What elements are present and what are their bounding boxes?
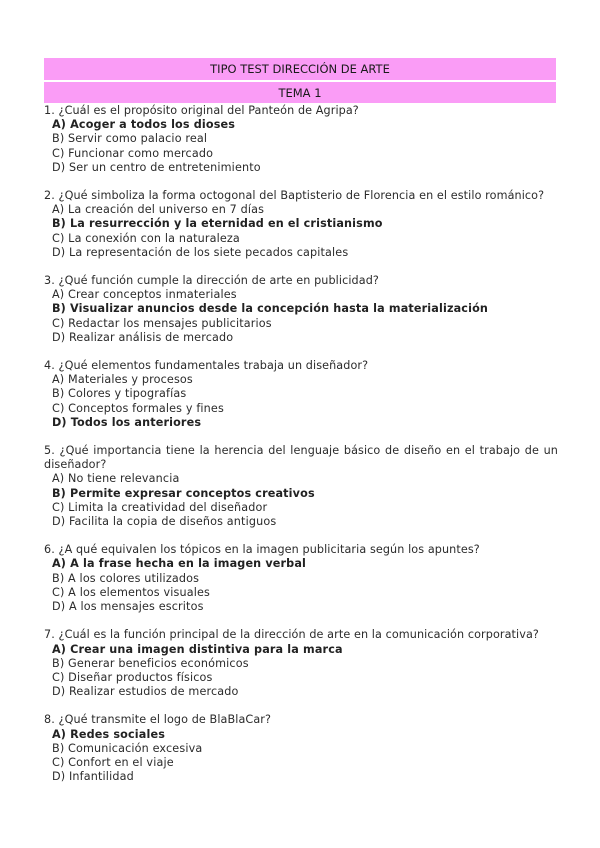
question-text: 3. ¿Qué función cumple la dirección de arte en publicidad? (44, 274, 379, 288)
answer-option: A) No tiene relevancia (52, 472, 180, 486)
answer-option: D) Realizar análisis de mercado (52, 330, 234, 344)
question-list (44, 104, 558, 798)
answer-option: D) Realizar estudios de mercado (52, 685, 239, 699)
answer-option: B) Servir como palacio real (52, 132, 208, 146)
document-title: TIPO TEST DIRECCIÓN DE ARTE (44, 58, 556, 80)
answer-option: D) Facilita la copia de diseños antiguos (52, 515, 277, 529)
answer-option: B) Comunicación excesiva (52, 741, 203, 755)
answer-option: A) Crear conceptos inmateriales (52, 288, 237, 302)
answer-option-correct: D) Todos los anteriores (52, 415, 202, 429)
answer-option: B) A los colores utilizados (52, 571, 200, 585)
answer-option: D) A los mensajes escritos (52, 600, 204, 614)
answer-option-correct: B) La resurrección y la eternidad en el cristianismo (52, 217, 383, 231)
answer-option: A) La creación del universo en 7 días (52, 203, 265, 217)
answer-option: C) La conexión con la naturaleza (52, 231, 240, 245)
answer-option: C) Conceptos formales y fines (52, 401, 224, 415)
answer-option: B) Generar beneficios económicos (52, 656, 249, 670)
answer-option-correct: A) A la frase hecha en la imagen verbal (52, 557, 307, 571)
question-text: 4. ¿Qué elementos fundamentales trabaja un diseñador? (44, 359, 369, 373)
answer-option: B) Colores y tipografías (52, 387, 187, 401)
question-7 (44, 628, 558, 699)
question-6 (44, 543, 558, 614)
question-text: 5. ¿Qué importancia tiene la herencia del lenguaje básico de diseño en el trabajo de un diseñador? (44, 444, 558, 472)
answer-option: C) A los elementos visuales (52, 585, 211, 599)
answer-option: C) Confort en el viaje (52, 755, 174, 769)
answer-option: C) Diseñar productos físicos (52, 670, 213, 684)
question-1 (44, 104, 558, 175)
question-2 (44, 189, 558, 260)
answer-option: C) Funcionar como mercado (52, 146, 214, 160)
answer-option-correct: B) Visualizar anuncios desde la concepción hasta la materialización (52, 302, 489, 316)
section-title: TEMA 1 (44, 82, 556, 103)
answer-option: D) Ser un centro de entretenimiento (52, 160, 261, 174)
answer-option: C) Limita la creatividad del diseñador (52, 500, 268, 514)
question-text: 6. ¿A qué equivalen los tópicos en la imagen publicitaria según los apuntes? (44, 543, 480, 557)
question-text: 2. ¿Qué simboliza la forma octogonal del Baptisterio de Florencia en el estilo románico? (44, 189, 545, 203)
answer-option: A) Materiales y procesos (52, 373, 193, 387)
question-8 (44, 713, 558, 784)
answer-option-correct: B) Permite expresar conceptos creativos (52, 486, 315, 500)
answer-option-correct: A) Crear una imagen distintiva para la marca (52, 642, 343, 656)
question-text: 7. ¿Cuál es la función principal de la dirección de arte en la comunicación corporativa? (44, 628, 539, 642)
answer-option-correct: A) Redes sociales (52, 727, 166, 741)
answer-option: D) Infantilidad (52, 770, 134, 784)
question-5 (44, 444, 558, 529)
answer-option-correct: A) Acoger a todos los dioses (52, 118, 236, 132)
question-text: 8. ¿Qué transmite el logo de BlaBlaCar? (44, 713, 272, 727)
question-4 (44, 359, 558, 430)
answer-option: D) La representación de los siete pecados capitales (52, 245, 349, 259)
answer-option: C) Redactar los mensajes publicitarios (52, 316, 272, 330)
question-text: 1. ¿Cuál es el propósito original del Panteón de Agripa? (44, 104, 359, 117)
question-3 (44, 274, 558, 345)
